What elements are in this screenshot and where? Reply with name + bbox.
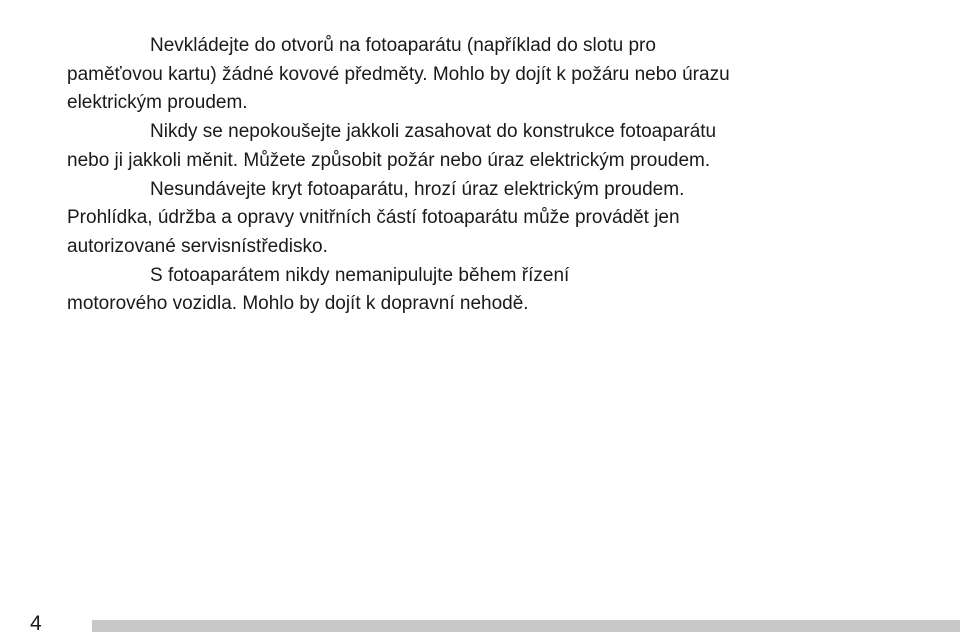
paragraph-line: Nikdy se nepokoušejte jakkoli zasahovat do konstrukce fotoaparátu [150, 121, 717, 143]
paragraph-line: Nevkládejte do otvorů na fotoaparátu (například do slotu pro [150, 35, 656, 56]
paragraph-metal-objects [67, 32, 867, 118]
paragraph-line: autorizované servisnístředisko. [67, 235, 328, 257]
page-footer [0, 600, 960, 636]
footer-bar [92, 620, 960, 632]
paragraph-line: paměťovou kartu) žádné kovové předměty. Mohlo by dojít k požáru nebo úrazu [67, 63, 730, 85]
paragraph-line: nebo ji jakkoli měnit. Můžete způsobit požár nebo úraz elektrickým proudem. [67, 149, 711, 171]
page-number: 4 [30, 612, 42, 635]
paragraph-line: Prohlídka, údržba a opravy vnitřních částí fotoaparátu může provádět jen [67, 207, 680, 229]
paragraph-line: motorového vozidla. Mohlo by dojít k dopravní nehodě. [67, 293, 529, 315]
paragraph-line: Nesundávejte kryt fotoaparátu, hrozí úraz elektrickým proudem. [150, 178, 685, 200]
paragraph-modification [67, 118, 867, 175]
paragraph-driving [67, 262, 867, 319]
paragraph-line: elektrickým proudem. [67, 92, 248, 114]
paragraph-cover [67, 176, 867, 262]
document-body [67, 32, 867, 319]
paragraph-line: S fotoaparátem nikdy nemanipulujte během řízení [150, 264, 570, 286]
